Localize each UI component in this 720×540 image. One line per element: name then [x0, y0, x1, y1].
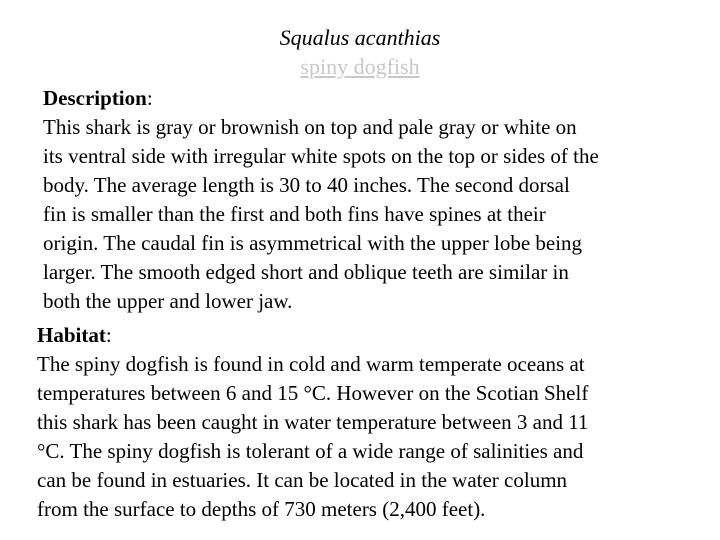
description-line: larger. The smooth edged short and oblique teeth are similar in	[43, 260, 569, 284]
description-line: origin. The caudal fin is asymmetrical with the upper lobe being	[43, 231, 583, 255]
description-line: This shark is gray or brownish on top and pale gray or white on	[43, 115, 577, 139]
habitat-line: this shark has been caught in water temperature between 3 and 11	[37, 410, 589, 434]
description-line: both the upper and lower jaw.	[43, 289, 293, 313]
habitat-line: temperatures between 6 and 15 °C. However on the Scotian Shelf	[37, 381, 589, 405]
habitat-heading-line: Habitat:	[37, 323, 112, 347]
habitat-heading: Habitat	[37, 323, 106, 347]
common-name-link[interactable]: spiny dogfish	[300, 54, 420, 79]
description-heading-line: Description:	[43, 86, 153, 110]
description-line: body. The average length is 30 to 40 inches. The second dorsal	[43, 173, 570, 197]
habitat-line: The spiny dogfish is found in cold and warm temperate oceans at	[37, 352, 585, 376]
description-section	[43, 84, 693, 316]
description-line: fin is smaller than the first and both fins have spines at their	[43, 202, 546, 226]
habitat-section	[37, 321, 687, 524]
description-line: its ventral side with irregular white spots on the top or sides of the	[43, 144, 599, 168]
description-heading: Description	[43, 86, 147, 110]
scientific-name-title: Squalus acanthias	[279, 25, 441, 50]
habitat-line: from the surface to depths of 730 meters (2,400 feet).	[37, 497, 486, 521]
habitat-line: °C. The spiny dogfish is tolerant of a wide range of salinities and	[37, 439, 584, 463]
habitat-line: can be found in estuaries. It can be located in the water column	[37, 468, 568, 492]
